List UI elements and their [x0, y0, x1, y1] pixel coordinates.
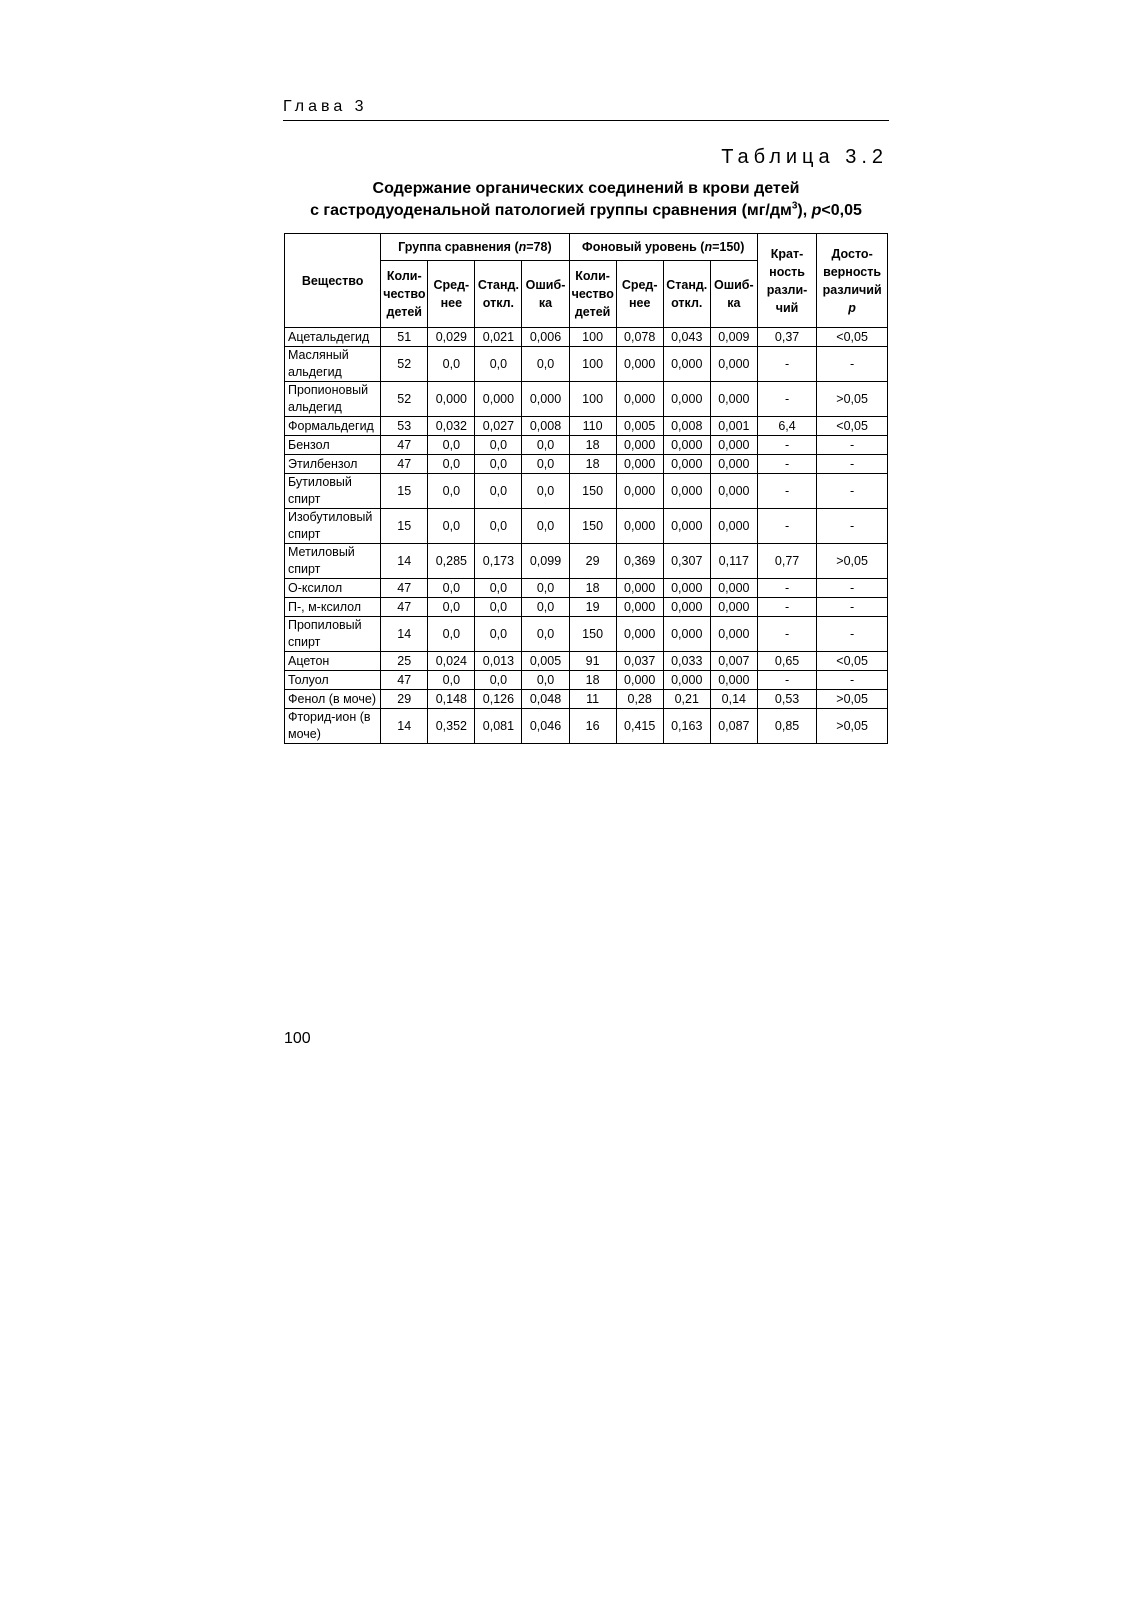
cell-significance: -: [817, 436, 888, 455]
cell-mean-1: 0,0: [428, 436, 475, 455]
cell-error-1: 0,0: [522, 617, 569, 652]
cell-ratio: -: [757, 474, 816, 509]
header-background-level: Фоновый уровень (n=150): [569, 234, 757, 261]
cell-ratio: -: [757, 598, 816, 617]
cell-std-2: 0,000: [663, 671, 710, 690]
cell-error-2: 0,117: [710, 544, 757, 579]
cell-significance: <0,05: [817, 652, 888, 671]
cell-mean-1: 0,148: [428, 690, 475, 709]
caption-line-1: Содержание органических соединений в крови детей: [372, 180, 800, 197]
caption-units-exponent: 3: [791, 200, 798, 212]
header-std-2: Станд. откл.: [663, 261, 710, 328]
cell-count-1: 29: [381, 690, 428, 709]
cell-mean-1: 0,000: [428, 382, 475, 417]
cell-count-1: 53: [381, 417, 428, 436]
table-row: [285, 690, 888, 709]
cell-std-2: 0,033: [663, 652, 710, 671]
table-caption: [283, 178, 889, 222]
cell-error-2: 0,000: [710, 598, 757, 617]
cell-mean-2: 0,415: [616, 709, 663, 744]
cell-error-1: 0,006: [522, 328, 569, 347]
cell-mean-1: 0,024: [428, 652, 475, 671]
cell-mean-2: 0,000: [616, 455, 663, 474]
cell-error-2: 0,14: [710, 690, 757, 709]
cell-substance-name: Бутиловый спирт: [285, 474, 381, 509]
table-row: [285, 598, 888, 617]
table-row: [285, 382, 888, 417]
cell-mean-2: 0,000: [616, 436, 663, 455]
cell-count-1: 14: [381, 544, 428, 579]
table-row: [285, 709, 888, 744]
cell-std-1: 0,0: [475, 598, 522, 617]
cell-mean-1: 0,029: [428, 328, 475, 347]
cell-std-1: 0,013: [475, 652, 522, 671]
cell-std-2: 0,043: [663, 328, 710, 347]
cell-error-1: 0,005: [522, 652, 569, 671]
cell-mean-2: 0,000: [616, 347, 663, 382]
cell-mean-1: 0,0: [428, 598, 475, 617]
cell-substance-name: Бензол: [285, 436, 381, 455]
cell-error-1: 0,0: [522, 671, 569, 690]
table-row: [285, 436, 888, 455]
cell-error-2: 0,007: [710, 652, 757, 671]
cell-significance: -: [817, 617, 888, 652]
cell-error-1: 0,0: [522, 598, 569, 617]
cell-ratio: -: [757, 347, 816, 382]
cell-count-2: 150: [569, 509, 616, 544]
cell-std-1: 0,0: [475, 455, 522, 474]
cell-error-2: 0,000: [710, 671, 757, 690]
cell-error-1: 0,008: [522, 417, 569, 436]
cell-significance: -: [817, 671, 888, 690]
cell-count-1: 14: [381, 617, 428, 652]
cell-count-2: 11: [569, 690, 616, 709]
cell-error-2: 0,000: [710, 382, 757, 417]
cell-count-2: 150: [569, 617, 616, 652]
cell-error-1: 0,048: [522, 690, 569, 709]
cell-count-1: 47: [381, 436, 428, 455]
cell-std-1: 0,0: [475, 436, 522, 455]
caption-p-symbol: p: [811, 202, 822, 219]
header-substance: Вещество: [285, 234, 381, 328]
cell-significance: -: [817, 598, 888, 617]
cell-mean-1: 0,352: [428, 709, 475, 744]
cell-ratio: -: [757, 579, 816, 598]
table-label: Таблица 3.2: [721, 146, 888, 168]
header-ratio: Крат-ность разли-чий: [757, 234, 816, 328]
cell-error-2: 0,000: [710, 474, 757, 509]
table-row: [285, 579, 888, 598]
cell-count-1: 14: [381, 709, 428, 744]
cell-mean-2: 0,000: [616, 474, 663, 509]
cell-count-1: 25: [381, 652, 428, 671]
cell-ratio: 0,85: [757, 709, 816, 744]
table-row: [285, 617, 888, 652]
results-table: [284, 233, 888, 744]
cell-count-1: 47: [381, 579, 428, 598]
cell-significance: -: [817, 347, 888, 382]
cell-significance: -: [817, 455, 888, 474]
cell-std-1: 0,000: [475, 382, 522, 417]
cell-error-2: 0,000: [710, 617, 757, 652]
cell-substance-name: Масляный альдегид: [285, 347, 381, 382]
table-row: [285, 455, 888, 474]
cell-count-1: 47: [381, 598, 428, 617]
cell-substance-name: Метиловый спирт: [285, 544, 381, 579]
cell-ratio: -: [757, 617, 816, 652]
cell-substance-name: Толуол: [285, 671, 381, 690]
cell-mean-2: 0,000: [616, 509, 663, 544]
cell-error-2: 0,009: [710, 328, 757, 347]
cell-count-2: 150: [569, 474, 616, 509]
cell-mean-2: 0,28: [616, 690, 663, 709]
cell-std-2: 0,000: [663, 382, 710, 417]
cell-substance-name: Фенол (в моче): [285, 690, 381, 709]
cell-mean-2: 0,000: [616, 579, 663, 598]
cell-mean-2: 0,000: [616, 617, 663, 652]
cell-count-2: 18: [569, 671, 616, 690]
cell-substance-name: Пропиловый спирт: [285, 617, 381, 652]
cell-ratio: 0,77: [757, 544, 816, 579]
cell-significance: -: [817, 509, 888, 544]
cell-mean-1: 0,0: [428, 509, 475, 544]
page-number: 100: [284, 1030, 311, 1047]
cell-std-1: 0,0: [475, 347, 522, 382]
header-mean-1: Сред-нее: [428, 261, 475, 328]
cell-ratio: -: [757, 509, 816, 544]
cell-error-1: 0,0: [522, 436, 569, 455]
cell-ratio: 6,4: [757, 417, 816, 436]
cell-error-2: 0,000: [710, 579, 757, 598]
cell-significance: >0,05: [817, 382, 888, 417]
cell-substance-name: Формальдегид: [285, 417, 381, 436]
table-row: [285, 417, 888, 436]
cell-mean-1: 0,0: [428, 617, 475, 652]
cell-std-1: 0,126: [475, 690, 522, 709]
cell-std-2: 0,000: [663, 579, 710, 598]
cell-ratio: 0,37: [757, 328, 816, 347]
cell-substance-name: Ацетальдегид: [285, 328, 381, 347]
cell-std-1: 0,0: [475, 617, 522, 652]
cell-std-2: 0,000: [663, 474, 710, 509]
cell-count-2: 91: [569, 652, 616, 671]
cell-error-1: 0,0: [522, 579, 569, 598]
table-row: [285, 544, 888, 579]
cell-std-2: 0,307: [663, 544, 710, 579]
cell-error-1: 0,0: [522, 509, 569, 544]
cell-std-2: 0,000: [663, 436, 710, 455]
cell-error-2: 0,000: [710, 455, 757, 474]
cell-error-2: 0,001: [710, 417, 757, 436]
cell-error-1: 0,0: [522, 347, 569, 382]
cell-mean-2: 0,369: [616, 544, 663, 579]
cell-std-1: 0,0: [475, 671, 522, 690]
cell-substance-name: О-ксилол: [285, 579, 381, 598]
cell-significance: -: [817, 474, 888, 509]
cell-mean-1: 0,0: [428, 579, 475, 598]
cell-significance: <0,05: [817, 328, 888, 347]
cell-mean-2: 0,000: [616, 598, 663, 617]
cell-count-1: 47: [381, 671, 428, 690]
cell-std-2: 0,000: [663, 598, 710, 617]
cell-ratio: -: [757, 671, 816, 690]
caption-units: с гастродуоденальной патологией группы сравнения (мг/дм: [310, 202, 792, 219]
cell-mean-2: 0,000: [616, 671, 663, 690]
cell-error-1: 0,0: [522, 455, 569, 474]
cell-count-2: 19: [569, 598, 616, 617]
cell-mean-1: 0,032: [428, 417, 475, 436]
header-std-1: Станд. откл.: [475, 261, 522, 328]
cell-count-2: 29: [569, 544, 616, 579]
cell-mean-1: 0,0: [428, 455, 475, 474]
cell-std-2: 0,163: [663, 709, 710, 744]
cell-std-2: 0,000: [663, 617, 710, 652]
cell-std-1: 0,0: [475, 579, 522, 598]
cell-mean-1: 0,0: [428, 671, 475, 690]
header-comparison-group: Группа сравнения (n=78): [381, 234, 569, 261]
cell-ratio: -: [757, 382, 816, 417]
caption-threshold: <0,05: [821, 202, 862, 219]
cell-significance: -: [817, 579, 888, 598]
cell-substance-name: Ацетон: [285, 652, 381, 671]
table-row: [285, 347, 888, 382]
cell-mean-2: 0,037: [616, 652, 663, 671]
cell-std-2: 0,21: [663, 690, 710, 709]
cell-std-1: 0,0: [475, 474, 522, 509]
cell-substance-name: П-, м-ксилол: [285, 598, 381, 617]
cell-count-2: 18: [569, 436, 616, 455]
header-rule: [283, 120, 889, 121]
cell-significance: <0,05: [817, 417, 888, 436]
chapter-header: Глава 3: [283, 98, 368, 115]
cell-substance-name: Изобутиловый спирт: [285, 509, 381, 544]
cell-std-1: 0,021: [475, 328, 522, 347]
cell-count-1: 15: [381, 509, 428, 544]
table-row: [285, 509, 888, 544]
cell-count-2: 100: [569, 382, 616, 417]
cell-error-2: 0,000: [710, 347, 757, 382]
cell-count-2: 18: [569, 455, 616, 474]
cell-ratio: 0,53: [757, 690, 816, 709]
cell-std-1: 0,027: [475, 417, 522, 436]
cell-ratio: -: [757, 455, 816, 474]
cell-count-2: 100: [569, 347, 616, 382]
cell-mean-1: 0,0: [428, 347, 475, 382]
caption-units-close: ),: [797, 202, 812, 219]
table-row: [285, 328, 888, 347]
cell-ratio: 0,65: [757, 652, 816, 671]
table-row: [285, 474, 888, 509]
table-body: [285, 328, 888, 744]
cell-std-2: 0,000: [663, 347, 710, 382]
cell-std-1: 0,0: [475, 509, 522, 544]
cell-mean-2: 0,000: [616, 382, 663, 417]
cell-error-2: 0,000: [710, 436, 757, 455]
cell-ratio: -: [757, 436, 816, 455]
cell-std-2: 0,000: [663, 455, 710, 474]
cell-std-2: 0,008: [663, 417, 710, 436]
cell-std-2: 0,000: [663, 509, 710, 544]
cell-count-2: 18: [569, 579, 616, 598]
cell-substance-name: Этилбензол: [285, 455, 381, 474]
cell-count-2: 110: [569, 417, 616, 436]
cell-significance: >0,05: [817, 690, 888, 709]
table-row: [285, 671, 888, 690]
cell-mean-2: 0,078: [616, 328, 663, 347]
header-count-2: Коли-чество детей: [569, 261, 616, 328]
cell-significance: >0,05: [817, 544, 888, 579]
cell-substance-name: Фторид-ион (в моче): [285, 709, 381, 744]
cell-std-1: 0,173: [475, 544, 522, 579]
cell-count-1: 52: [381, 347, 428, 382]
cell-mean-1: 0,285: [428, 544, 475, 579]
cell-mean-1: 0,0: [428, 474, 475, 509]
cell-significance: >0,05: [817, 709, 888, 744]
cell-count-2: 16: [569, 709, 616, 744]
table-row: [285, 652, 888, 671]
cell-count-1: 15: [381, 474, 428, 509]
header-count-1: Коли-чество детей: [381, 261, 428, 328]
cell-substance-name: Пропионовый альдегид: [285, 382, 381, 417]
cell-error-2: 0,087: [710, 709, 757, 744]
header-mean-2: Сред-нее: [616, 261, 663, 328]
cell-count-1: 47: [381, 455, 428, 474]
cell-error-1: 0,0: [522, 474, 569, 509]
cell-count-1: 51: [381, 328, 428, 347]
cell-count-2: 100: [569, 328, 616, 347]
header-significance: Досто-верность различий p: [817, 234, 888, 328]
caption-line-2: [283, 200, 889, 222]
cell-error-2: 0,000: [710, 509, 757, 544]
header-error-1: Ошиб-ка: [522, 261, 569, 328]
cell-mean-2: 0,005: [616, 417, 663, 436]
cell-std-1: 0,081: [475, 709, 522, 744]
header-error-2: Ошиб-ка: [710, 261, 757, 328]
cell-error-1: 0,099: [522, 544, 569, 579]
cell-count-1: 52: [381, 382, 428, 417]
cell-error-1: 0,000: [522, 382, 569, 417]
cell-error-1: 0,046: [522, 709, 569, 744]
